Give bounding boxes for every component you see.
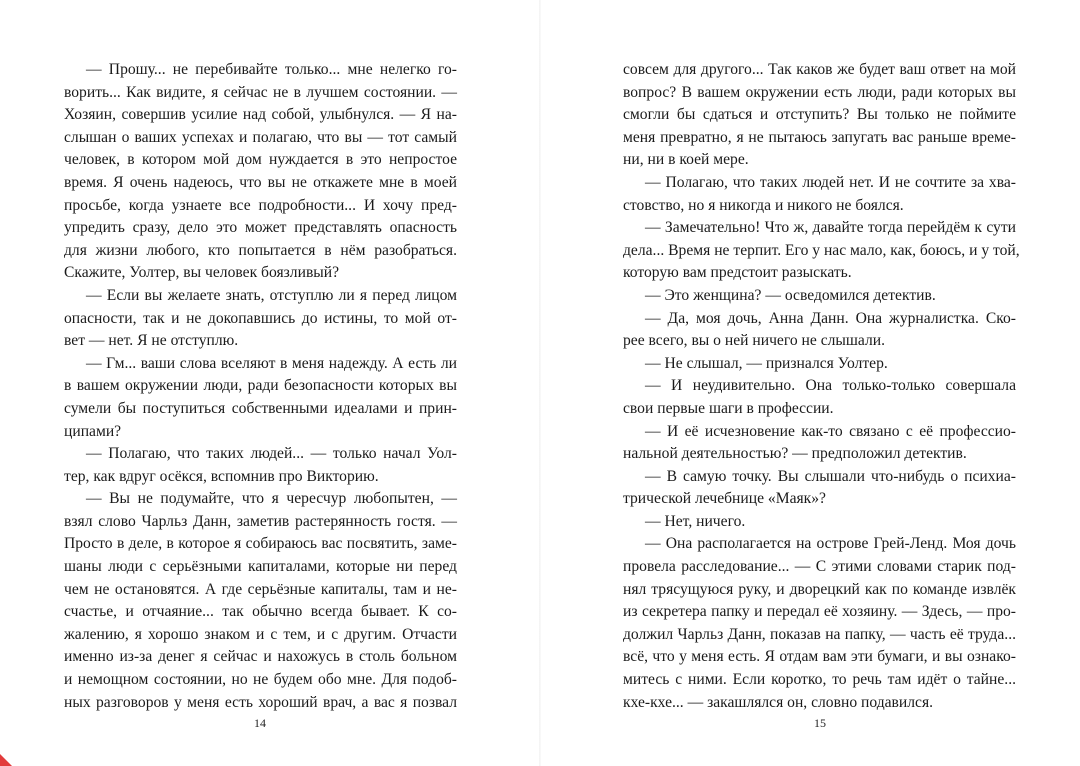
text-line: — Нет, ничего. <box>645 512 746 530</box>
text-line: — И её исчезновение как-то связано с её профессио- <box>645 422 1016 440</box>
left-page-number: 14 <box>254 716 266 730</box>
text-line: жалению, я хорошо знаком и с тем, и с другим. Отчасти <box>64 625 457 643</box>
text-line: дела... Время не терпит. Его у нас мало, как, боюсь, и у той, <box>623 241 1020 259</box>
text-line: — Не слышал, — признался Уолтер. <box>645 354 888 372</box>
text-line: вет — нет. Я не отступлю. <box>64 332 239 350</box>
text-line: — И неудивительно. Она только-только совершала <box>645 377 1016 395</box>
text-line: опасности, так и не докопавшись до истины, то мой от- <box>64 309 457 327</box>
text-line: кхе-кхе... — закашлялся он, словно подавился. <box>623 693 934 711</box>
text-line: чем не остановятся. А где серьёзные капиталы, там и не- <box>64 580 457 598</box>
text-line: для жизни любого, кто попытается в нём разобраться. <box>64 241 457 259</box>
text-line: провела расследование... — С этими словами старик под- <box>623 558 1016 576</box>
text-line: сумели бы поступиться собственными идеалами и прин- <box>64 399 457 417</box>
text-line: свои первые шаги в профессии. <box>623 399 834 417</box>
text-line: слышан о ваших успехах и полагаю, что вы — тот самый <box>64 128 457 146</box>
text-line: митесь с ними. Если коротко, то речь там идёт о тайне... <box>623 671 1016 689</box>
text-line: — В самую точку. Вы слышали что-нибудь о психиа- <box>645 467 1016 485</box>
text-line: — Полагаю, что таких людей нет. И не сочтите за хва- <box>645 173 1016 191</box>
text-line: совсем для другого... Так каков же будет ваш ответ на мой <box>623 61 1016 78</box>
right-page <box>540 0 1080 766</box>
text-line: Просто в деле, в которое я собираюсь вас посвятить, заме- <box>64 535 457 553</box>
text-line: — Вы не подумайте, что я чересчур любопытен, — <box>86 490 457 508</box>
text-line: — Гм... ваши слова вселяют в меня надежду. А есть ли <box>86 354 457 372</box>
text-line: — Да, моя дочь, Анна Данн. Она журналистка. Ско- <box>645 309 1016 327</box>
text-line: Хозяин, совершив усилие над собой, улыбнулся. — Я на- <box>64 106 457 124</box>
text-line: всё, что у меня есть. Я отдам вам эти бумаги, и вы ознако- <box>623 648 1016 666</box>
text-line: — Это женщина? — осведомился детектив. <box>645 286 936 304</box>
text-line: ных разговоров у меня есть хороший врач, а вас я позвал <box>64 693 457 711</box>
text-line: взял слово Чарльз Данн, заметив растерянность гостя. — <box>64 512 457 530</box>
right-page-text <box>623 59 1020 714</box>
text-line: нял трясущуюся руку, и дворецкий как по команде извлёк <box>623 580 1016 598</box>
text-line: просьбе, когда узнаете все подробности... И хочу пред- <box>64 196 457 214</box>
text-line: — Замечательно! Что ж, давайте тогда перейдём к сути <box>645 219 1016 237</box>
text-line: ни, ни в коей мере. <box>623 151 749 169</box>
left-page-text <box>64 59 457 714</box>
text-line: трической лечебнице «Маяк»? <box>623 490 826 508</box>
text-line: человек, в котором мой дом нуждается в это непростое <box>64 151 457 169</box>
corner-marker <box>0 754 12 766</box>
text-line: время. Я очень надеюсь, что вы не откажете мне в моей <box>64 173 457 191</box>
text-line: — Она располагается на острове Грей-Ленд. Моя дочь <box>645 535 1016 553</box>
text-line: шаны люди с серьёзными капиталами, которые ни перед <box>64 558 457 576</box>
text-line: ципами? <box>64 422 122 440</box>
text-line: из секретера папку и передал её хозяину. — Здесь, — про- <box>623 603 1016 621</box>
text-line: в вашем окружении люди, ради безопасности которых вы <box>64 377 457 395</box>
text-line: и немощном состоянии, но не будем обо мне. Для подоб- <box>64 671 457 689</box>
text-line: счастье, и отчаяние... так обычно всегда бывает. К со- <box>64 603 457 621</box>
text-line: вопрос? В вашем окружении есть люди, ради которых вы <box>623 83 1016 101</box>
text-line: упредить сразу, дело это может представлять опасность <box>64 219 457 237</box>
text-line: именно из-за денег я сейчас и нахожусь в столь больном <box>64 648 457 666</box>
text-line: нальной деятельностью? — предположил детектив. <box>623 445 967 463</box>
text-line: — Если вы желаете знать, отступлю ли я перед лицом <box>86 286 457 304</box>
text-line: меня превратно, я не пытаюсь запугать вас раньше време- <box>623 128 1016 146</box>
text-line: ворить... Как видите, я сейчас не в лучшем состоянии. — <box>64 83 457 101</box>
text-line: должил Чарльз Данн, показав на папку, — часть её труда... <box>623 625 1016 643</box>
right-page-number: 15 <box>814 716 826 730</box>
text-line: Скажите, Уолтер, вы человек боязливый? <box>64 264 340 282</box>
text-line: стовство, но я никогда и никого не боялся. <box>623 196 904 214</box>
text-line: рее всего, вы о ней ничего не слышали. <box>623 332 885 350</box>
text-line: которую вам предстоит разыскать. <box>623 264 852 282</box>
text-line: смогли бы сдаться и отступить? Вы только не поймите <box>623 106 1016 124</box>
text-line: — Прошу... не перебивайте только... мне нелегко го- <box>86 61 457 78</box>
text-line: — Полагаю, что таких людей... — только начал Уол- <box>86 445 457 463</box>
text-line: тер, как вдруг осёкся, вспомнив про Викторию. <box>64 467 379 485</box>
